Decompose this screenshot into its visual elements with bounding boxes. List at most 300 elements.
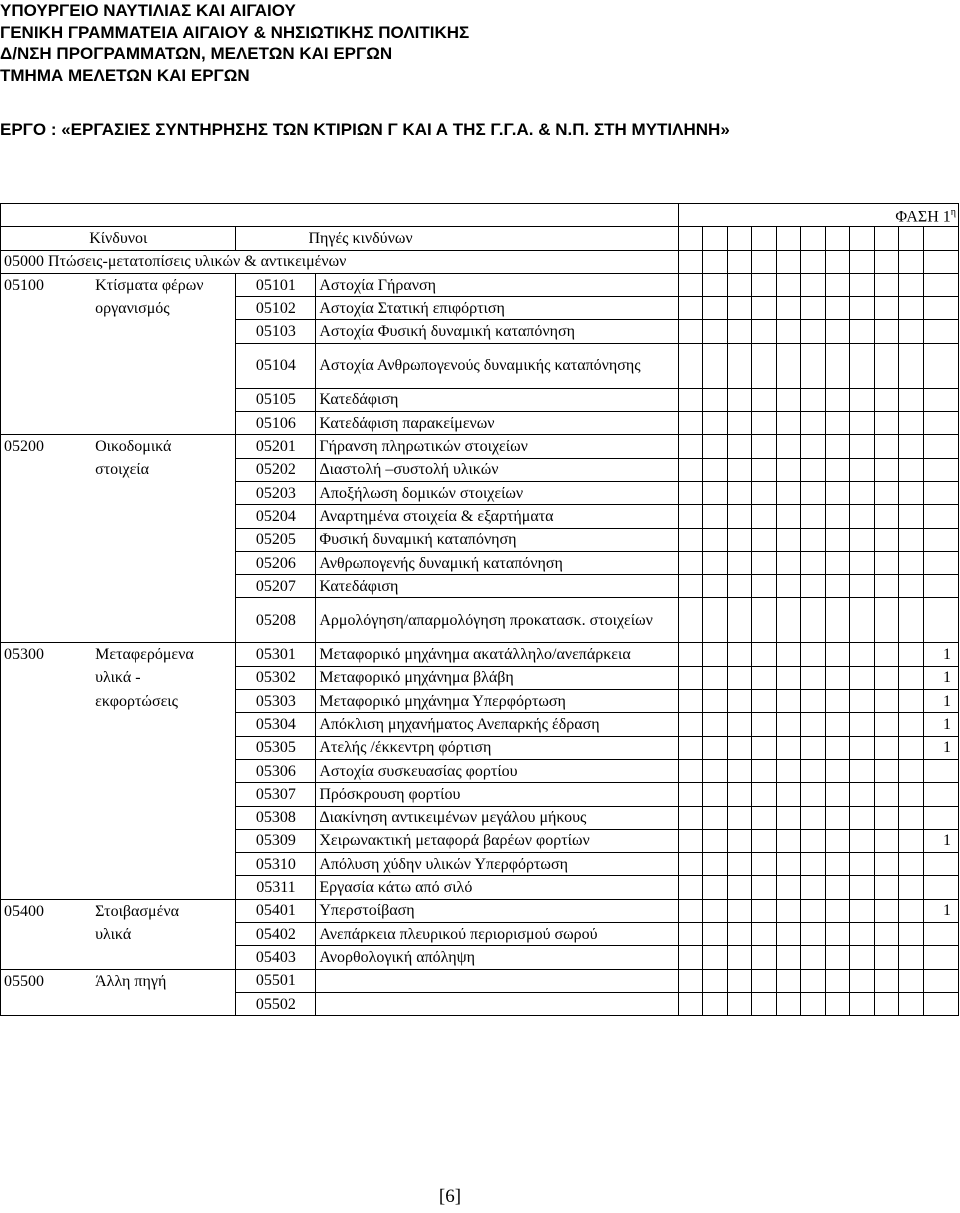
phase-value xyxy=(923,297,958,320)
phase-cell xyxy=(899,736,924,759)
phase-cell xyxy=(727,598,752,643)
phase-cell xyxy=(825,853,850,876)
phase-cell xyxy=(752,458,777,481)
phase-cell xyxy=(703,806,728,829)
phase-cell xyxy=(825,643,850,666)
table-row xyxy=(1,759,959,782)
phase-cell xyxy=(874,759,899,782)
phase-cell xyxy=(850,899,875,922)
risk-category xyxy=(92,505,236,528)
phase-cell xyxy=(801,783,826,806)
table-row xyxy=(1,273,959,296)
phase-cell xyxy=(752,690,777,713)
phase-cell xyxy=(899,343,924,388)
phase-row xyxy=(1,204,959,227)
phase-cell xyxy=(703,876,728,899)
phase-cell xyxy=(850,806,875,829)
phase-cell xyxy=(899,643,924,666)
risk-category xyxy=(92,876,236,899)
phase-cell xyxy=(678,690,703,713)
phase-cell xyxy=(874,969,899,992)
phase-cell xyxy=(678,783,703,806)
risk-table xyxy=(0,203,959,1016)
phase-cell xyxy=(776,250,801,273)
risk-code xyxy=(1,853,93,876)
risk-code xyxy=(1,481,93,504)
phase-cell xyxy=(752,923,777,946)
phase-cell xyxy=(923,250,958,273)
source-code: 05102 xyxy=(236,297,316,320)
phase-cell xyxy=(752,250,777,273)
phase-cell xyxy=(776,713,801,736)
phase-cell xyxy=(850,992,875,1015)
risk-category xyxy=(92,736,236,759)
risk-category: Μεταφερόμενα xyxy=(92,643,236,666)
source-description: Αστοχία Στατική επιφόρτιση xyxy=(316,297,678,320)
source-description: Ανεπάρκεια πλευρικού περιορισμού σωρού xyxy=(316,923,678,946)
phase-cell xyxy=(776,388,801,411)
phase-cell xyxy=(776,946,801,969)
phase-cell xyxy=(776,992,801,1015)
column-header-row xyxy=(1,227,959,250)
phase-cell xyxy=(752,227,777,250)
phase-value: 1 xyxy=(923,899,958,922)
risk-code: 05300 xyxy=(1,643,93,666)
table-row xyxy=(1,643,959,666)
phase-cell xyxy=(678,551,703,574)
phase-cell xyxy=(850,458,875,481)
phase-cell xyxy=(850,666,875,689)
phase-cell xyxy=(678,250,703,273)
phase-cell xyxy=(727,297,752,320)
phase-cell xyxy=(850,713,875,736)
risk-code xyxy=(1,388,93,411)
risk-code xyxy=(1,713,93,736)
project-title: ΕΡΓΟ : «ΕΡΓΑΣΙΕΣ ΣΥΝΤΗΡΗΣΗΣ ΤΩΝ ΚΤΙΡΙΩΝ Γ ΚΑΙ Α ΤΗΣ Γ.Γ.Α. & Ν.Π. ΣΤΗ ΜΥΤΙΛΗΝΗ» xyxy=(0,120,730,139)
phase-cell xyxy=(874,505,899,528)
phase-value xyxy=(923,876,958,899)
phase-cell xyxy=(703,992,728,1015)
risk-category xyxy=(92,829,236,852)
source-code: 05201 xyxy=(236,435,316,458)
phase-cell xyxy=(874,992,899,1015)
phase-cell xyxy=(850,297,875,320)
phase-cell xyxy=(752,713,777,736)
phase-cell xyxy=(874,273,899,296)
source-code: 05105 xyxy=(236,388,316,411)
phase-cell xyxy=(923,227,958,250)
phase-cell xyxy=(727,736,752,759)
phase-cell xyxy=(801,899,826,922)
phase-cell xyxy=(874,899,899,922)
phase-cell xyxy=(752,505,777,528)
phase-cell xyxy=(703,666,728,689)
phase-cell xyxy=(874,829,899,852)
source-code: 05302 xyxy=(236,666,316,689)
source-code: 05403 xyxy=(236,946,316,969)
phase-cell xyxy=(776,923,801,946)
risk-category: Άλλη πηγή xyxy=(92,969,236,992)
phase-cell xyxy=(825,713,850,736)
phase-cell xyxy=(874,297,899,320)
phase-cell xyxy=(727,481,752,504)
risk-code xyxy=(1,505,93,528)
phase-cell xyxy=(825,250,850,273)
phase-cell xyxy=(850,388,875,411)
table-row xyxy=(1,435,959,458)
phase-cell xyxy=(850,923,875,946)
phase-value xyxy=(923,575,958,598)
phase-cell xyxy=(727,690,752,713)
risk-code xyxy=(1,829,93,852)
risk-code: 05500 xyxy=(1,969,93,992)
phase-cell xyxy=(703,713,728,736)
table-row xyxy=(1,946,959,969)
risk-category xyxy=(92,992,236,1015)
risk-category: Οικοδομικά xyxy=(92,435,236,458)
risk-category xyxy=(92,481,236,504)
phase-cell xyxy=(801,388,826,411)
phase-cell xyxy=(850,551,875,574)
phase-cell xyxy=(727,273,752,296)
table-row xyxy=(1,320,959,343)
phase-cell xyxy=(874,412,899,435)
phase-cell xyxy=(752,343,777,388)
table-row xyxy=(1,528,959,551)
phase-cell xyxy=(678,435,703,458)
phase-cell xyxy=(752,876,777,899)
phase-cell xyxy=(776,853,801,876)
phase-value xyxy=(923,598,958,643)
phase-cell xyxy=(801,923,826,946)
phase-cell xyxy=(678,343,703,388)
header-line: Δ/ΝΣΗ ΠΡΟΓΡΑΜΜΑΤΩΝ, ΜΕΛΕΤΩΝ ΚΑΙ ΕΡΓΩΝ xyxy=(0,44,393,63)
phase-cell xyxy=(874,250,899,273)
risk-code xyxy=(1,551,93,574)
phase-cell xyxy=(752,969,777,992)
phase-cell xyxy=(801,297,826,320)
table-row xyxy=(1,876,959,899)
phase-value xyxy=(923,551,958,574)
phase-cell xyxy=(752,759,777,782)
phase-cell xyxy=(776,412,801,435)
phase-cell xyxy=(703,250,728,273)
phase-cell xyxy=(874,528,899,551)
phase-text: ΦΑΣΗ 1 xyxy=(895,208,951,226)
phase-cell xyxy=(899,829,924,852)
risk-category xyxy=(92,575,236,598)
phase-cell xyxy=(776,435,801,458)
risk-category: στοιχεία xyxy=(92,458,236,481)
phase-cell xyxy=(727,320,752,343)
phase-cell xyxy=(776,481,801,504)
phase-cell xyxy=(801,320,826,343)
phase-cell xyxy=(752,736,777,759)
source-code: 05501 xyxy=(236,969,316,992)
phase-cell xyxy=(703,736,728,759)
phase-cell xyxy=(727,783,752,806)
phase-cell xyxy=(703,481,728,504)
phase-cell xyxy=(801,343,826,388)
phase-value xyxy=(923,946,958,969)
phase-value: 1 xyxy=(923,690,958,713)
phase-cell xyxy=(776,505,801,528)
phase-cell xyxy=(801,412,826,435)
source-description: Διακίνηση αντικειμένων μεγάλου μήκους xyxy=(316,806,678,829)
source-description: Αστοχία συσκευασίας φορτίου xyxy=(316,759,678,782)
phase-cell xyxy=(678,575,703,598)
group-title: 05000 Πτώσεις-μετατοπίσεις υλικών & αντικειμένων xyxy=(1,250,679,273)
phase-cell xyxy=(727,713,752,736)
table-row xyxy=(1,598,959,643)
phase-cell xyxy=(825,666,850,689)
source-description: Μεταφορικό μηχάνημα ακατάλληλο/ανεπάρκεια xyxy=(316,643,678,666)
phase-cell xyxy=(703,227,728,250)
phase-cell xyxy=(727,853,752,876)
risk-category xyxy=(92,759,236,782)
source-code: 05306 xyxy=(236,759,316,782)
phase-cell xyxy=(899,853,924,876)
phase-cell xyxy=(825,505,850,528)
phase-cell xyxy=(801,666,826,689)
risk-code xyxy=(1,783,93,806)
phase-cell xyxy=(678,876,703,899)
table-row xyxy=(1,575,959,598)
phase-cell xyxy=(825,806,850,829)
phase-cell xyxy=(727,829,752,852)
phase-cell xyxy=(825,690,850,713)
table-row xyxy=(1,297,959,320)
phase-cell xyxy=(727,806,752,829)
phase-cell xyxy=(703,853,728,876)
phase-value xyxy=(923,435,958,458)
risk-category xyxy=(92,946,236,969)
phase-cell xyxy=(801,505,826,528)
source-code: 05304 xyxy=(236,713,316,736)
source-code: 05207 xyxy=(236,575,316,598)
phase-cell xyxy=(727,992,752,1015)
phase-cell xyxy=(752,946,777,969)
phase-value xyxy=(923,783,958,806)
phase-cell xyxy=(801,481,826,504)
phase-cell xyxy=(776,643,801,666)
phase-cell xyxy=(899,388,924,411)
table-row xyxy=(1,412,959,435)
phase-cell xyxy=(850,320,875,343)
header-line: ΥΠΟΥΡΓΕΙΟ ΝΑΥΤΙΛΙΑΣ ΚΑΙ ΑΙΓΑΙΟΥ xyxy=(0,1,296,20)
source-description: Αναρτημένα στοιχεία & εξαρτήματα xyxy=(316,505,678,528)
source-description: Υπερστοίβαση xyxy=(316,899,678,922)
phase-cell xyxy=(776,320,801,343)
phase-cell xyxy=(874,923,899,946)
phase-cell xyxy=(776,551,801,574)
phase-cell xyxy=(825,783,850,806)
phase-cell xyxy=(752,528,777,551)
phase-cell xyxy=(825,736,850,759)
phase-cell xyxy=(727,528,752,551)
phase-value xyxy=(923,969,958,992)
source-code: 05205 xyxy=(236,528,316,551)
phase-cell xyxy=(874,806,899,829)
phase-cell xyxy=(752,575,777,598)
risk-code xyxy=(1,806,93,829)
phase-cell xyxy=(899,806,924,829)
phase-cell xyxy=(703,435,728,458)
risk-code xyxy=(1,690,93,713)
phase-value: 1 xyxy=(923,666,958,689)
phase-value xyxy=(923,806,958,829)
phase-cell xyxy=(874,876,899,899)
phase-cell xyxy=(899,969,924,992)
phase-cell xyxy=(801,969,826,992)
phase-cell xyxy=(850,343,875,388)
phase-value xyxy=(923,481,958,504)
risk-category xyxy=(92,598,236,643)
risk-code xyxy=(1,736,93,759)
phase-cell xyxy=(801,853,826,876)
phase-cell xyxy=(899,273,924,296)
risk-category xyxy=(92,551,236,574)
phase-cell xyxy=(752,783,777,806)
source-code: 05303 xyxy=(236,690,316,713)
phase-cell xyxy=(801,643,826,666)
phase-cell xyxy=(899,899,924,922)
phase-cell xyxy=(899,783,924,806)
phase-cell xyxy=(727,946,752,969)
phase-cell xyxy=(801,876,826,899)
phase-cell xyxy=(752,412,777,435)
phase-cell xyxy=(752,388,777,411)
risk-code: 05200 xyxy=(1,435,93,458)
phase-cell xyxy=(899,759,924,782)
phase-cell xyxy=(850,783,875,806)
phase-cell xyxy=(776,598,801,643)
phase-cell xyxy=(874,853,899,876)
table-row xyxy=(1,666,959,689)
header-line: ΓΕΝΙΚΗ ΓΡΑΜΜΑΤΕΙΑ ΑΙΓΑΙΟΥ & ΝΗΣΙΩΤΙΚΗΣ ΠΟΛΙΤΙΚΗΣ xyxy=(0,22,470,42)
phase-value: 1 xyxy=(923,829,958,852)
phase-cell xyxy=(727,899,752,922)
source-code: 05203 xyxy=(236,481,316,504)
phase-cell xyxy=(825,992,850,1015)
phase-cell xyxy=(752,666,777,689)
phase-cell xyxy=(825,388,850,411)
source-description: Αστοχία Φυσική δυναμική καταπόνηση xyxy=(316,320,678,343)
phase-cell xyxy=(850,643,875,666)
phase-cell xyxy=(678,320,703,343)
phase-cell xyxy=(752,643,777,666)
phase-value xyxy=(923,992,958,1015)
phase-cell xyxy=(850,759,875,782)
phase-cell xyxy=(801,713,826,736)
source-code: 05103 xyxy=(236,320,316,343)
phase-cell xyxy=(801,458,826,481)
risk-category: Κτίσματα φέρων xyxy=(92,273,236,296)
source-code: 05402 xyxy=(236,923,316,946)
phase-cell xyxy=(850,736,875,759)
phase-cell xyxy=(850,435,875,458)
table-row xyxy=(1,806,959,829)
phase-value xyxy=(923,458,958,481)
phase-label xyxy=(678,204,958,227)
phase-cell xyxy=(752,853,777,876)
page-number: [6] xyxy=(438,1186,462,1207)
phase-cell xyxy=(899,320,924,343)
phase-cell xyxy=(899,923,924,946)
phase-cell xyxy=(825,412,850,435)
source-description: Αποξήλωση δομικών στοιχείων xyxy=(316,481,678,504)
phase-cell xyxy=(801,829,826,852)
phase-cell xyxy=(801,806,826,829)
phase-cell xyxy=(678,713,703,736)
phase-cell xyxy=(899,227,924,250)
phase-cell xyxy=(776,783,801,806)
source-code: 05401 xyxy=(236,899,316,922)
risk-code xyxy=(1,320,93,343)
risk-code xyxy=(1,876,93,899)
phase-cell xyxy=(727,412,752,435)
phase-cell xyxy=(678,923,703,946)
phase-cell xyxy=(703,505,728,528)
source-description: Απόκλιση μηχανήματος Ανεπαρκής έδραση xyxy=(316,713,678,736)
risk-category: Στοιβασμένα xyxy=(92,899,236,922)
phase-cell xyxy=(899,250,924,273)
phase-cell xyxy=(899,876,924,899)
phase-cell xyxy=(825,759,850,782)
table-row xyxy=(1,783,959,806)
phase-cell xyxy=(703,923,728,946)
phase-cell xyxy=(752,899,777,922)
source-description: Ανορθολογική απόληψη xyxy=(316,946,678,969)
phase-value xyxy=(923,923,958,946)
phase-cell xyxy=(874,598,899,643)
phase-cell xyxy=(703,528,728,551)
source-code: 05106 xyxy=(236,412,316,435)
phase-cell xyxy=(776,899,801,922)
phase-cell xyxy=(678,481,703,504)
risk-code xyxy=(1,946,93,969)
phase-cell xyxy=(703,759,728,782)
phase-cell xyxy=(899,458,924,481)
phase-cell xyxy=(874,227,899,250)
risk-code xyxy=(1,297,93,320)
phase-cell xyxy=(776,227,801,250)
phase-cell xyxy=(678,227,703,250)
phase-cell xyxy=(727,575,752,598)
phase-cell xyxy=(825,923,850,946)
phase-cell xyxy=(899,435,924,458)
phase-cell xyxy=(678,736,703,759)
phase-cell xyxy=(801,528,826,551)
phase-cell xyxy=(752,806,777,829)
phase-cell xyxy=(727,643,752,666)
phase-cell xyxy=(727,505,752,528)
phase-cell xyxy=(825,481,850,504)
phase-cell xyxy=(703,273,728,296)
phase-cell xyxy=(703,412,728,435)
phase-cell xyxy=(678,598,703,643)
phase-cell xyxy=(874,435,899,458)
phase-cell xyxy=(850,528,875,551)
risk-code xyxy=(1,923,93,946)
phase-cell xyxy=(678,806,703,829)
phase-cell xyxy=(776,736,801,759)
risk-category xyxy=(92,388,236,411)
phase-cell xyxy=(752,992,777,1015)
table-row xyxy=(1,505,959,528)
risk-code xyxy=(1,666,93,689)
table-row xyxy=(1,343,959,388)
